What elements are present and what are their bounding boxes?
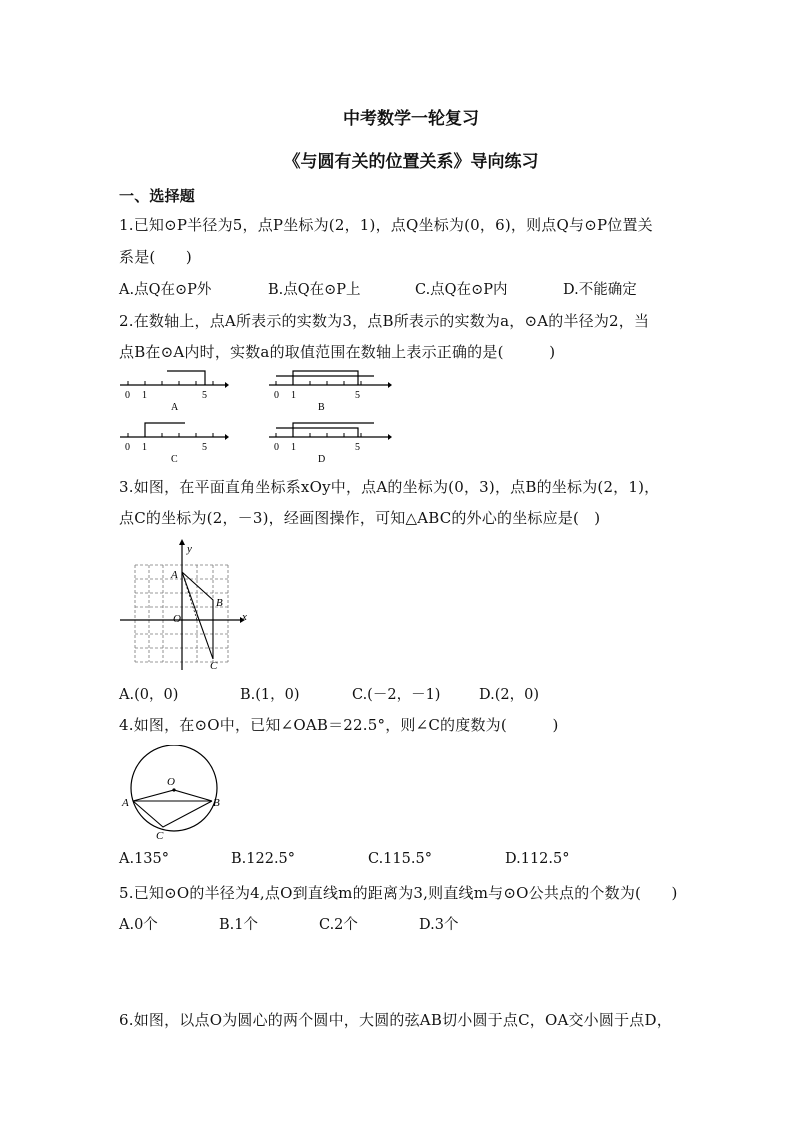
q3-option-d[interactable]: D.(2，0) [479,687,539,703]
tick-1: 1 [142,442,147,453]
q3-option-a[interactable]: A.(0，0) [119,687,179,703]
page-title: 中考数学一轮复习 [343,109,479,129]
tick-1: 1 [291,390,296,401]
q4-option-c[interactable]: C.115.5° [368,851,432,867]
q3-line2: 点C的坐标为(2，－3)，经画图操作，可知△ABC的外心的坐标应是( ) [119,509,601,527]
q3-option-c[interactable]: C.(－2，－1) [352,687,441,703]
tick-5: 5 [202,390,207,401]
tick-0: 0 [125,442,130,453]
point-c-label: C [210,660,218,670]
q6-line1: 6.如图，以点O为圆心的两个圆中，大圆的弦AB切小圆于点C，OA交小圆于点D， [119,1011,672,1029]
point-a-label: A [171,569,178,581]
q5-option-a[interactable]: A.0个 [119,917,158,933]
q5-option-c[interactable]: C.2个 [319,917,358,933]
point-b-label: B [213,797,220,809]
q5-line1: 5.已知⊙O的半径为4,点O到直线m的距离为3,则直线m与⊙O公共点的个数为( ) [119,884,678,902]
point-b-label: B [216,597,223,609]
y-axis-label: y [187,543,192,555]
tick-0: 0 [125,390,130,401]
x-axis-label: x [242,611,247,623]
q1-option-b[interactable]: B.点Q在⊙P上 [268,282,361,298]
circle-figure [120,745,224,841]
tick-1: 1 [291,442,296,453]
q2-line2: 点B在⊙A内时，实数a的取值范围在数轴上表示正确的是( ) [119,343,556,361]
numberline-figure-d [266,418,394,464]
numberline-figure-b [266,366,394,412]
q4-line1: 4.如图，在⊙O中，已知∠OAB＝22.5°，则∠C的度数为( ) [119,716,559,734]
point-c-label: C [156,830,164,841]
q1-line1: 1.已知⊙P半径为5，点P坐标为(2，1)，点Q坐标为(0，6)，则点Q与⊙P位置关 [119,216,653,234]
q1-option-d[interactable]: D.不能确定 [563,282,637,298]
page-subtitle: 《与圆有关的位置关系》导向练习 [283,152,539,172]
q5-option-d[interactable]: D.3个 [419,917,459,933]
origin-label: O [173,613,181,625]
q1-option-a[interactable]: A.点Q在⊙P外 [119,282,212,298]
q3-option-b[interactable]: B.(1，0) [240,687,300,703]
coordinate-grid-figure [120,538,255,670]
q2-line1: 2.在数轴上，点A所表示的实数为3，点B所表示的实数为a，⊙A的半径为2，当 [119,312,650,330]
figure-label: B [318,402,325,412]
figure-label: C [171,454,178,464]
numberline-figure-c [117,418,229,464]
tick-1: 1 [142,390,147,401]
tick-5: 5 [355,390,360,401]
q4-option-a[interactable]: A.135° [119,851,170,867]
center-o-label: O [167,776,175,788]
section-heading: 一、选择题 [119,187,196,205]
tick-5: 5 [355,442,360,453]
q1-line2: 系是( ) [119,248,192,266]
tick-5: 5 [202,442,207,453]
figure-label: A [171,402,179,412]
numberline-figure-a [117,366,229,412]
q4-option-d[interactable]: D.112.5° [505,851,570,867]
q5-option-b[interactable]: B.1个 [219,917,258,933]
q4-option-b[interactable]: B.122.5° [231,851,296,867]
tick-0: 0 [274,442,279,453]
q3-line1: 3.如图，在平面直角坐标系xOy中，点A的坐标为(0，3)，点B的坐标为(2，1)， [119,478,660,496]
q1-option-c[interactable]: C.点Q在⊙P内 [415,282,508,298]
figure-label: D [318,454,326,464]
tick-0: 0 [274,390,279,401]
point-a-label: A [122,797,129,809]
